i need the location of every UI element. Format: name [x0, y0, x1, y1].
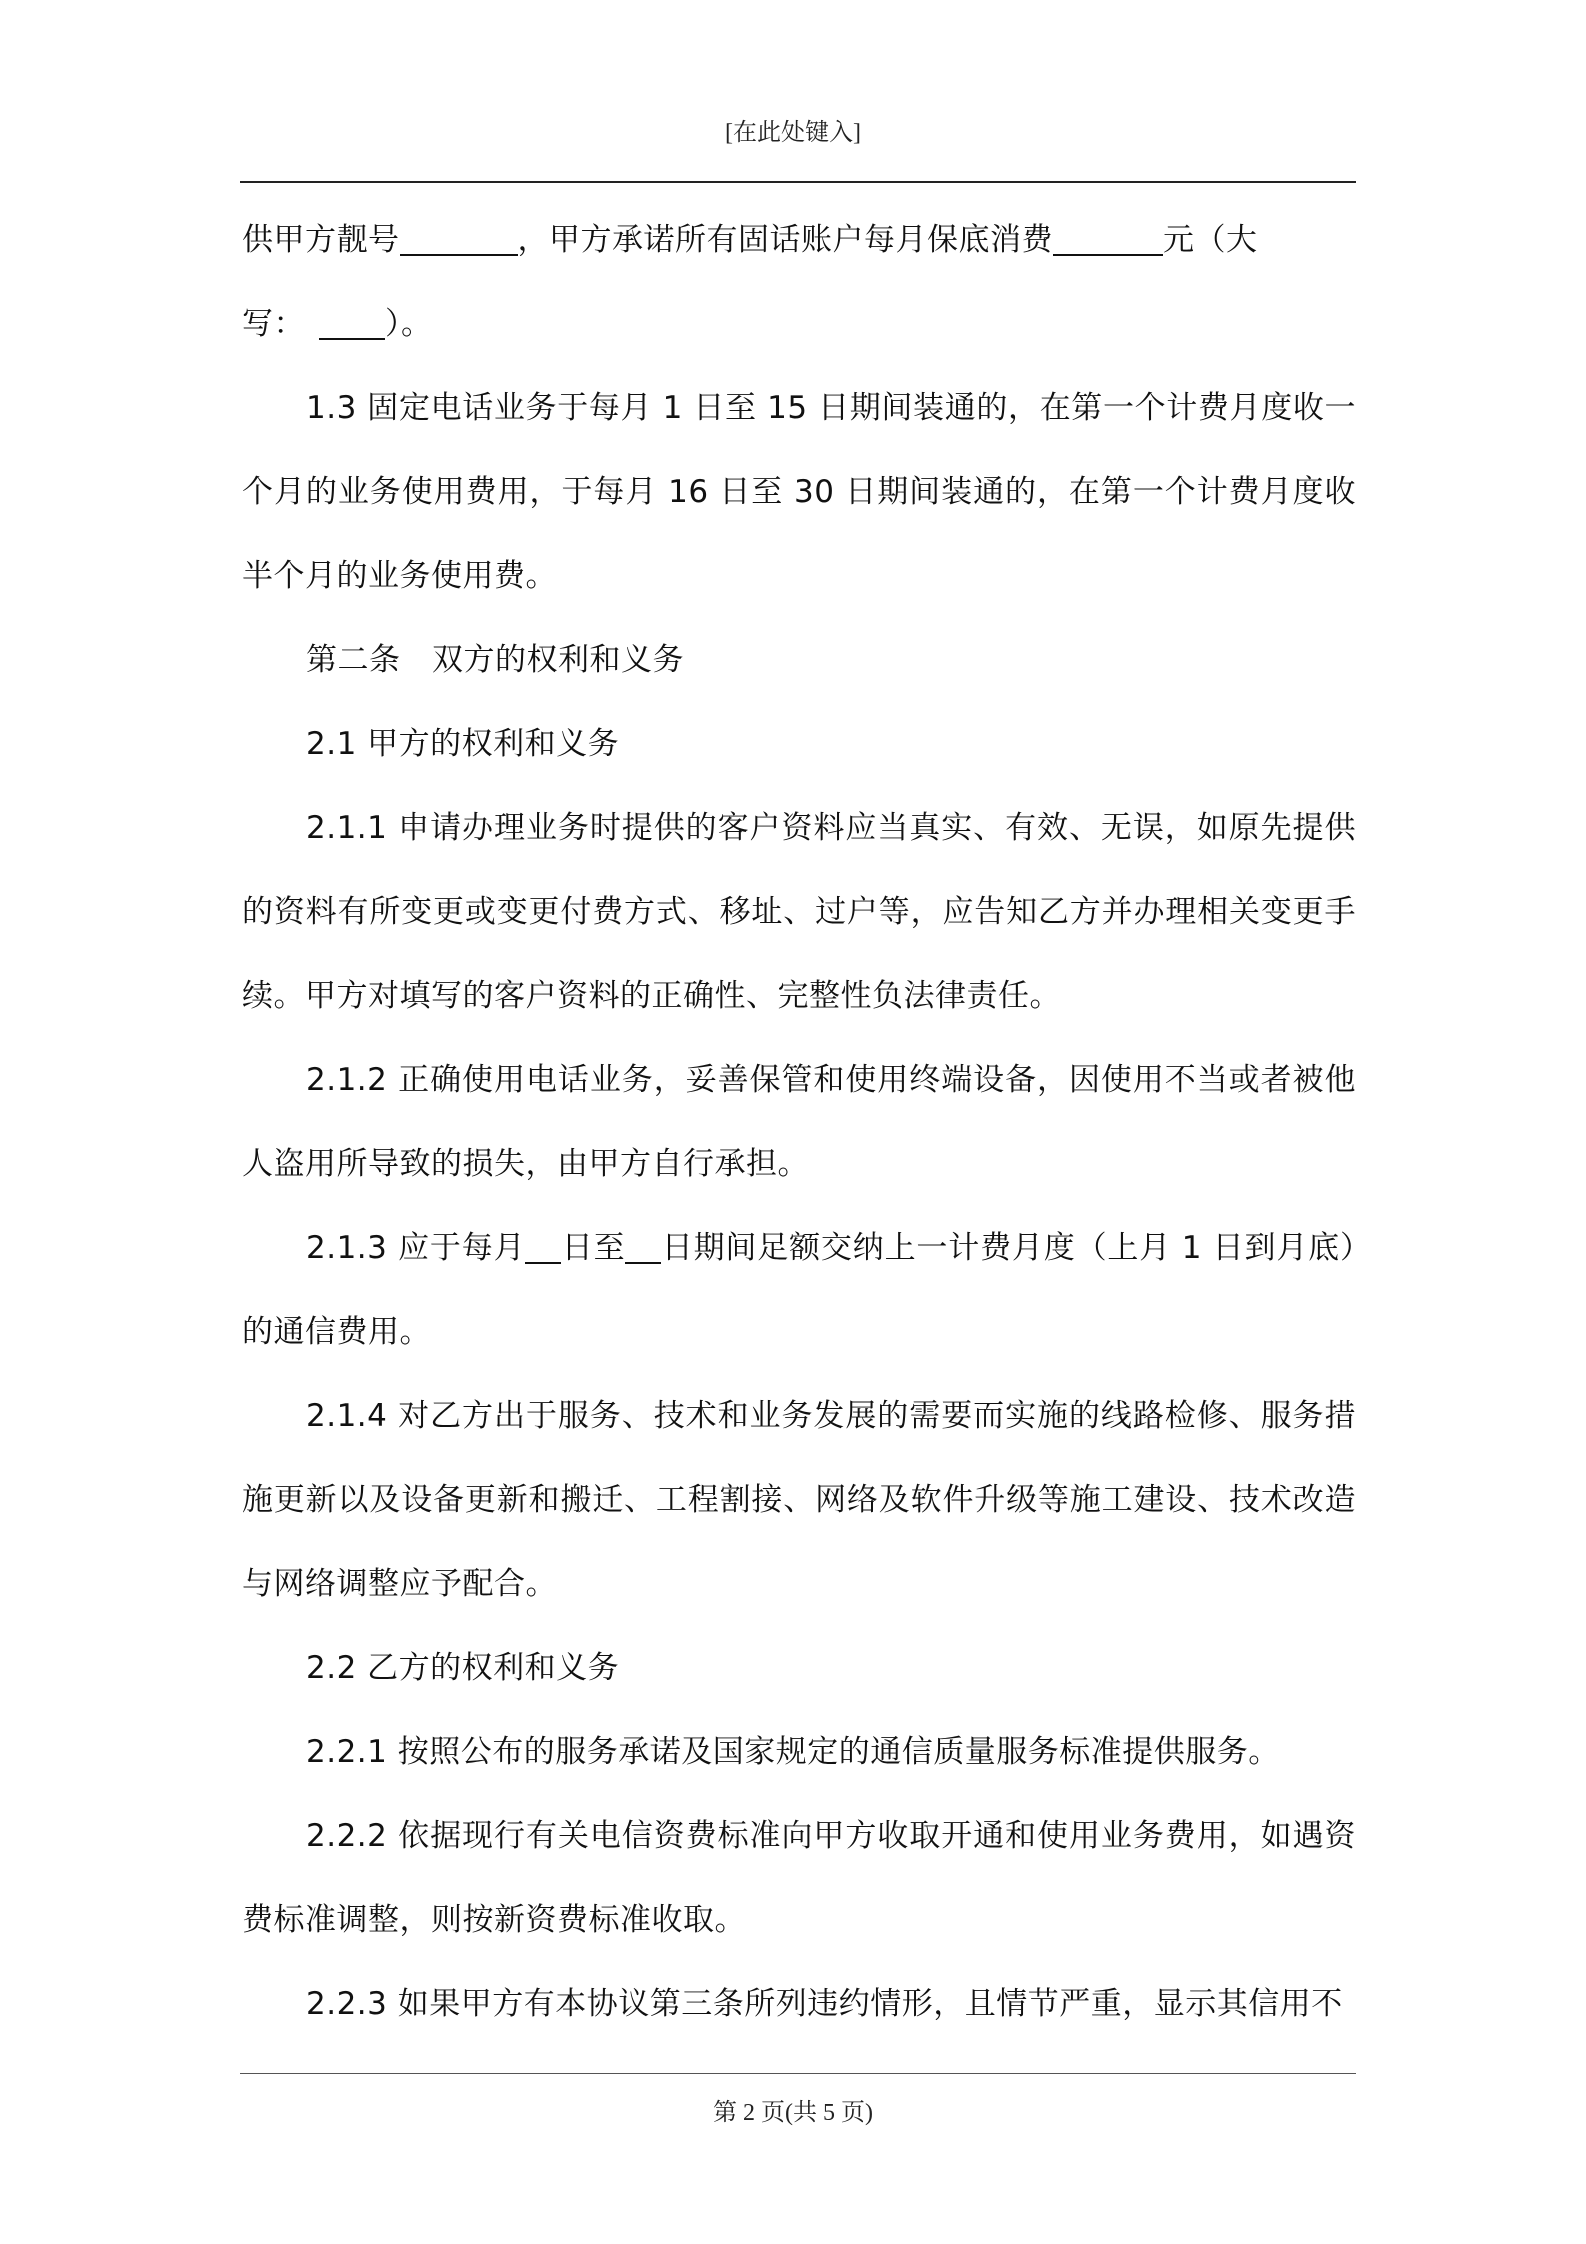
clause-2-2-2: 2.2.2 依据现行有关电信资费标准向甲方收取开通和使用业务费用，如遇资费标准调整，则按新资费标准收取。	[242, 1818, 1356, 1938]
text-run: 供甲方靓号	[242, 222, 400, 258]
clause-2-1-4: 2.1.4 对乙方出于服务、技术和业务发展的需要而实施的线路检修、服务措施更新以及设备更新和搬迁、工程割接、网络及软件升级等施工建设、技术改造与网络调整应予配合。	[242, 1398, 1356, 1602]
text-run: 2.1.3 应于每月	[306, 1230, 526, 1266]
footer-divider	[240, 2073, 1356, 2074]
clause-2-1-1: 2.1.1 申请办理业务时提供的客户资料应当真实、有效、无误，如原先提供的资料有所变更或变更付费方式、移址、过户等，应告知乙方并办理相关变更手续。甲方对填写的客户资料的正确性、完整性负法律责任。	[242, 810, 1356, 1014]
article-2-heading: 第二条 双方的权利和义务	[306, 642, 684, 678]
paragraph-continued-1	[242, 198, 1356, 282]
page-number: 第 2 页(共 5 页)	[713, 2100, 873, 2126]
text-run: 写：	[242, 306, 305, 342]
section-2-1-heading: 2.1 甲方的权利和义务	[306, 726, 620, 762]
clause-2-1-2: 2.1.2 正确使用电话业务，妥善保管和使用终端设备，因使用不当或者被他人盗用所导致的损失，由甲方自行承担。	[242, 1062, 1356, 1182]
clause-2-1-3	[242, 1206, 1356, 1374]
header-divider	[240, 181, 1356, 183]
text-run: ）。	[385, 306, 433, 342]
blank-number-field[interactable]	[400, 218, 518, 256]
clause-2-2-3: 2.2.3 如果甲方有本协议第三条所列违约情形，且情节严重，显示其信用不	[306, 1986, 1343, 2022]
document-body	[242, 198, 1356, 2046]
blank-amount-field[interactable]	[1053, 218, 1163, 256]
text-run: 元（大	[1163, 222, 1258, 258]
blank-day-start-field[interactable]	[525, 1226, 561, 1264]
text-run: ，甲方承诺所有固话账户每月保底消费	[517, 222, 1053, 258]
blank-amount-capital-field[interactable]	[319, 302, 385, 340]
text-run: 日期间足额交纳上一计费月度（上月 1 日到月底）的通信费用。	[242, 1230, 1356, 1350]
paragraph-continued-2	[242, 282, 1356, 366]
page-header: [在此处键入]	[725, 120, 861, 146]
blank-day-end-field[interactable]	[625, 1226, 661, 1264]
clause-2-2-1: 2.2.1 按照公布的服务承诺及国家规定的通信质量服务标准提供服务。	[306, 1734, 1280, 1770]
text-run: 日至	[561, 1230, 626, 1266]
clause-1-3: 1.3 固定电话业务于每月 1 日至 15 日期间装通的，在第一个计费月度收一个月的业务使用费用，于每月 16 日至 30 日期间装通的，在第一个计费月度收半个月的业务使用费。	[242, 390, 1356, 594]
section-2-2-heading: 2.2 乙方的权利和义务	[306, 1650, 620, 1686]
